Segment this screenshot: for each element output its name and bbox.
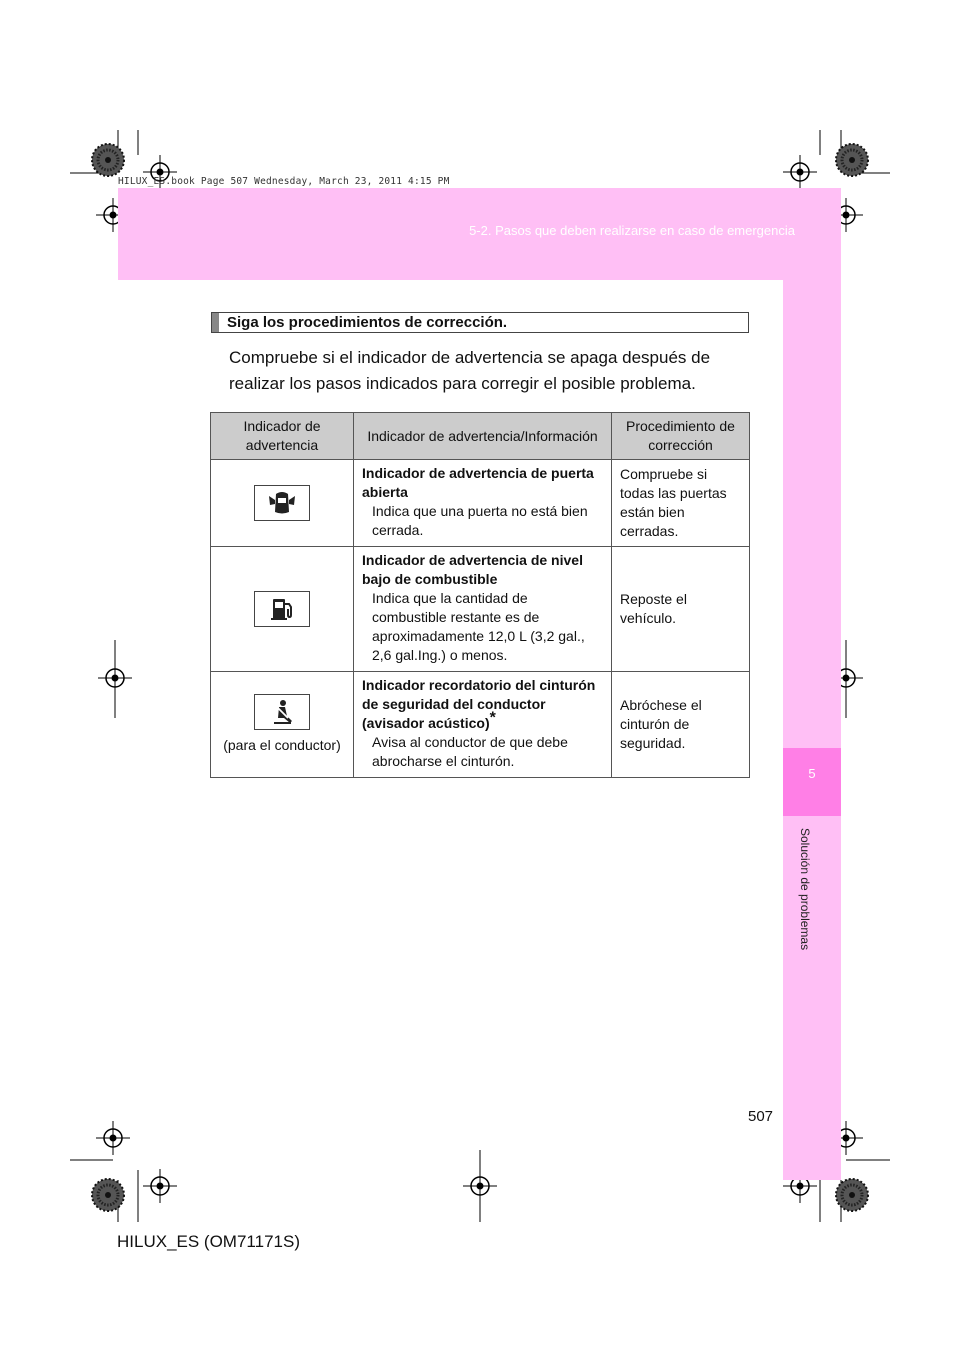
- indicator-description: Indica que la cantidad de combustible restante es de aproximadamente 12,0 L (3,2 gal., 2,6 gal.Ing.) o menos.: [372, 590, 585, 663]
- column-header-indicator: Indicador de advertencia: [211, 413, 354, 460]
- indicator-title: Indicador de advertencia de puerta abierta: [362, 465, 594, 500]
- procedure-cell: Abróchese el cinturón de seguridad.: [612, 672, 750, 778]
- page-number: 507: [748, 1108, 774, 1125]
- table-row: [211, 547, 750, 672]
- subheading-text: Siga los procedimientos de corrección.: [227, 314, 508, 331]
- table-header-row: [211, 413, 750, 460]
- chapter-side-tab: [783, 280, 841, 1180]
- section-title: 5-2. Pasos que deben realizarse en caso de emergencia: [469, 223, 795, 238]
- procedure-cell: Compruebe si todas las puertas están bien cerradas.: [612, 460, 750, 547]
- icon-note: (para el conductor): [223, 737, 341, 753]
- seatbelt-icon: [254, 694, 310, 730]
- indicator-title-text: Indicador recordatorio del cinturón de seguridad del conductor (avisador acústico): [362, 677, 596, 731]
- column-header-procedure: Procedimiento de corrección: [612, 413, 750, 460]
- header-band: [118, 188, 841, 280]
- chapter-label: Solución de problemas: [798, 828, 812, 951]
- subheading-bar: [212, 313, 219, 332]
- column-header-information: Indicador de advertencia/Información: [354, 413, 612, 460]
- indicator-cell: [211, 547, 354, 672]
- procedure-cell: Reposte el vehículo.: [612, 547, 750, 672]
- indicator-title: Indicador de advertencia de nivel bajo de combustible: [362, 552, 583, 587]
- indicator-cell: [211, 460, 354, 547]
- table-row: [211, 460, 750, 547]
- warning-table: [210, 412, 750, 778]
- footer-code: HILUX_ES (OM71171S): [117, 1232, 300, 1251]
- indicator-description: Indica que una puerta no está bien cerrada.: [372, 503, 588, 538]
- indicator-title: [362, 676, 603, 733]
- intro-paragraph: Compruebe si el indicador de advertencia se apaga después de realizar los pasos indicados para corregir el posible problema.: [229, 348, 711, 393]
- indicator-description: Avisa al conductor de que debe abrocharse el cinturón.: [372, 734, 568, 769]
- indicator-cell: [211, 672, 354, 778]
- information-cell: [354, 460, 612, 547]
- chapter-tab-highlight: [783, 748, 841, 816]
- subheading: [211, 312, 749, 333]
- door-open-icon: [254, 485, 310, 521]
- information-cell: [354, 547, 612, 672]
- information-cell: [354, 672, 612, 778]
- chapter-number: 5: [808, 766, 816, 781]
- fuel-pump-icon: [254, 591, 310, 627]
- table-row: [211, 672, 750, 778]
- footnote-mark: *: [489, 709, 496, 727]
- print-header: HILUX_ES.book Page 507 Wednesday, March 23, 2011 4:15 PM: [118, 176, 450, 187]
